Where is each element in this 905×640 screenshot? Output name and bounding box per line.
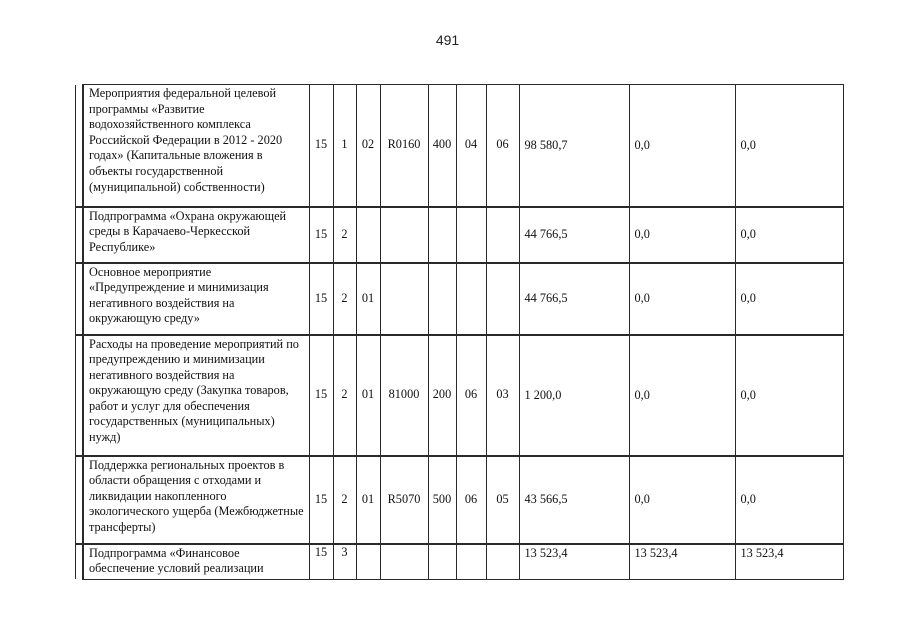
cell-sum-year-3: 0,0 xyxy=(735,263,843,335)
row-name: Мероприятия федеральной целевой программы «Развитие водохозяйственного комплекса Российской Федерации в 2012 - 2020 годах» (Капитальные вложения в объекты государственной (муниципальной) собственности) xyxy=(83,85,309,207)
cell-subprogram: 2 xyxy=(333,335,356,456)
cell-subsection xyxy=(486,263,519,335)
cell-sum-year-3: 0,0 xyxy=(735,85,843,207)
row-margin-cell xyxy=(76,544,84,580)
cell-direction-code: R0160 xyxy=(380,85,428,207)
cell-sum-year-1: 44 766,5 xyxy=(519,263,629,335)
cell-sum-year-2: 0,0 xyxy=(629,456,735,544)
table-row xyxy=(76,207,844,263)
cell-direction-code: R5070 xyxy=(380,456,428,544)
cell-program: 15 xyxy=(309,207,333,263)
cell-subprogram: 1 xyxy=(333,85,356,207)
cell-subprogram: 2 xyxy=(333,456,356,544)
table-row xyxy=(76,263,844,335)
cell-sum-year-3: 0,0 xyxy=(735,207,843,263)
cell-event: 01 xyxy=(356,263,380,335)
cell-event xyxy=(356,544,380,580)
table-row xyxy=(76,544,844,580)
cell-subsection: 06 xyxy=(486,85,519,207)
cell-direction-code xyxy=(380,263,428,335)
row-margin-cell xyxy=(76,263,84,335)
table-row xyxy=(76,456,844,544)
cell-sum-year-3: 0,0 xyxy=(735,335,843,456)
cell-program: 15 xyxy=(309,85,333,207)
cell-expense-type xyxy=(428,263,456,335)
cell-sum-year-2: 0,0 xyxy=(629,85,735,207)
row-margin-cell xyxy=(76,456,84,544)
cell-sum-year-2: 0,0 xyxy=(629,207,735,263)
cell-sum-year-1: 44 766,5 xyxy=(519,207,629,263)
cell-subsection xyxy=(486,544,519,580)
cell-section xyxy=(456,207,486,263)
cell-expense-type xyxy=(428,544,456,580)
cell-direction-code xyxy=(380,207,428,263)
cell-sum-year-3: 0,0 xyxy=(735,456,843,544)
cell-direction-code: 81000 xyxy=(380,335,428,456)
cell-sum-year-2: 0,0 xyxy=(629,263,735,335)
table-row xyxy=(76,335,844,456)
cell-event xyxy=(356,207,380,263)
row-name: Основное мероприятие «Предупреждение и минимизация негативного воздействия на окружающую среду» xyxy=(83,263,309,335)
cell-subprogram: 3 xyxy=(333,544,356,580)
cell-subsection: 05 xyxy=(486,456,519,544)
cell-sum-year-3: 13 523,4 xyxy=(735,544,843,580)
cell-sum-year-2: 0,0 xyxy=(629,335,735,456)
cell-subprogram: 2 xyxy=(333,207,356,263)
row-name: Расходы на проведение мероприятий по предупреждению и минимизации негативного воздействия на окружающую среду (Закупка товаров, работ и услуг для обеспечения государственных (муниципальных) нужд) xyxy=(83,335,309,456)
cell-event: 02 xyxy=(356,85,380,207)
cell-direction-code xyxy=(380,544,428,580)
cell-sum-year-1: 1 200,0 xyxy=(519,335,629,456)
cell-sum-year-2: 13 523,4 xyxy=(629,544,735,580)
cell-subsection xyxy=(486,207,519,263)
cell-expense-type: 500 xyxy=(428,456,456,544)
cell-expense-type xyxy=(428,207,456,263)
cell-sum-year-1: 98 580,7 xyxy=(519,85,629,207)
row-margin-cell xyxy=(76,85,84,207)
page-number: 491 xyxy=(435,32,460,48)
row-name: Подпрограмма «Финансовое обеспечение условий реализации xyxy=(83,544,309,580)
row-margin-cell xyxy=(76,207,84,263)
cell-program: 15 xyxy=(309,263,333,335)
row-name: Поддержка региональных проектов в области обращения с отходами и ликвидации накопленного экологического ущерба (Межбюджетные трансферты) xyxy=(83,456,309,544)
cell-section: 06 xyxy=(456,335,486,456)
cell-program: 15 xyxy=(309,335,333,456)
cell-subprogram: 2 xyxy=(333,263,356,335)
cell-section xyxy=(456,263,486,335)
cell-event: 01 xyxy=(356,456,380,544)
cell-program: 15 xyxy=(309,544,333,580)
cell-section xyxy=(456,544,486,580)
row-name: Подпрограмма «Охрана окружающей среды в Карачаево-Черкесской Республике» xyxy=(83,207,309,263)
cell-event: 01 xyxy=(356,335,380,456)
cell-expense-type: 400 xyxy=(428,85,456,207)
cell-sum-year-1: 43 566,5 xyxy=(519,456,629,544)
cell-sum-year-1: 13 523,4 xyxy=(519,544,629,580)
cell-section: 06 xyxy=(456,456,486,544)
cell-expense-type: 200 xyxy=(428,335,456,456)
cell-program: 15 xyxy=(309,456,333,544)
budget-table xyxy=(75,84,844,580)
cell-section: 04 xyxy=(456,85,486,207)
table-row xyxy=(76,85,844,207)
row-margin-cell xyxy=(76,335,84,456)
cell-subsection: 03 xyxy=(486,335,519,456)
